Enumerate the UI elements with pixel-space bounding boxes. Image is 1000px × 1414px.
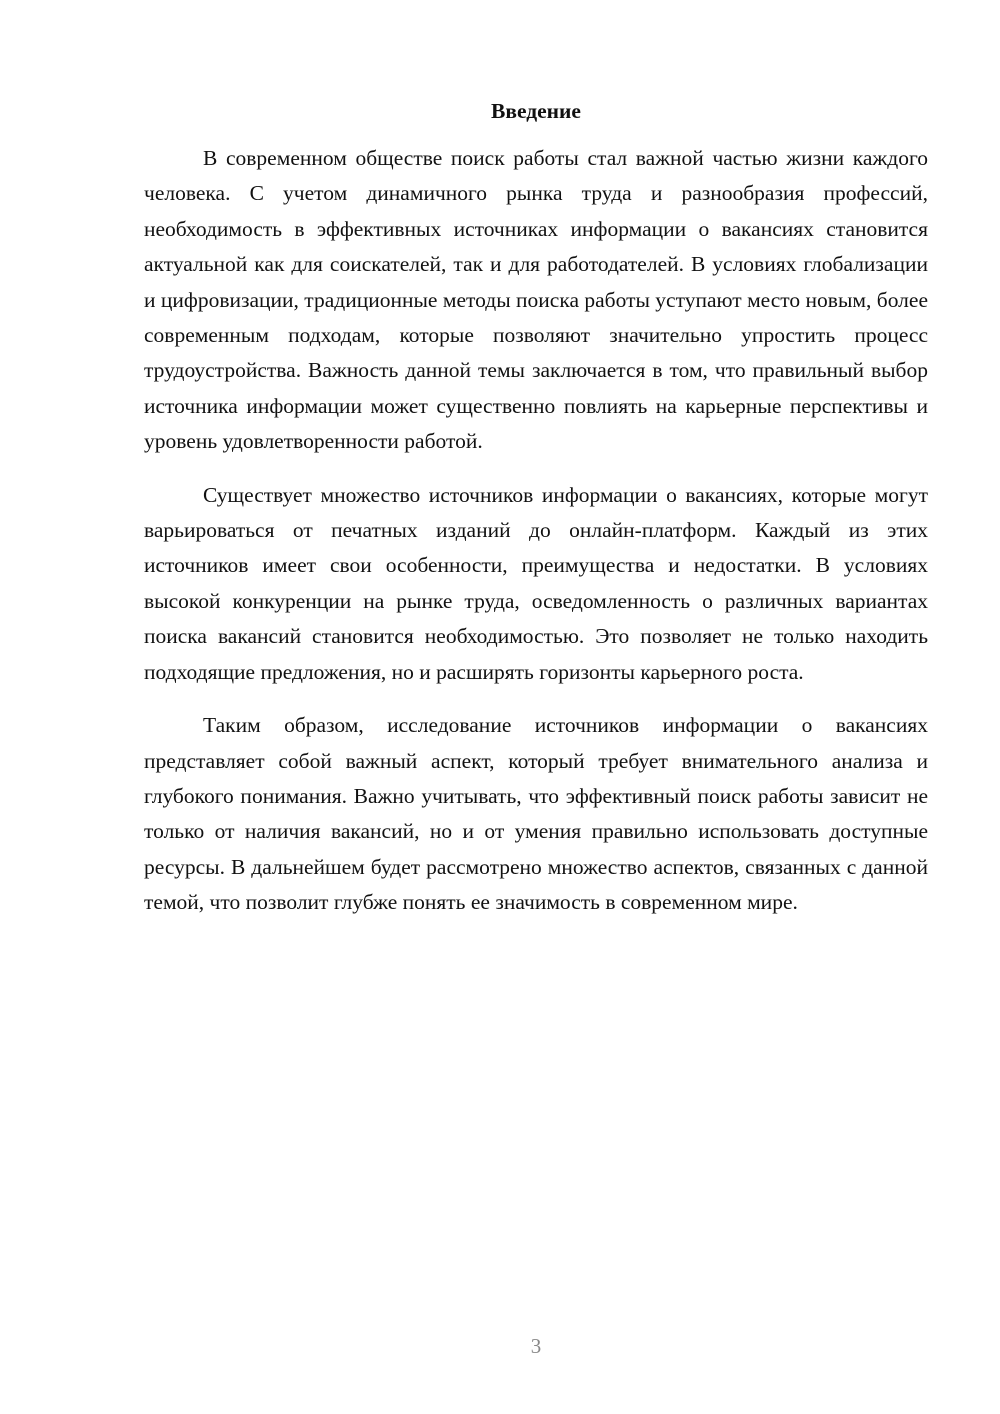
page-content [144,94,928,939]
page-number: 3 [530,1334,542,1358]
paragraph-1: В современном обществе поиск работы стал важной частью жизни каждого человека. С учетом динамичного рынка труда и разнообразия профессий, необходимость в эффективных источниках информации о вакансиях становится актуальной как для соискателей, так и для работодателей. В условиях глобализации и цифровизации, традиционные методы поиска работы уступают место новым, более современным подходам, которые позволяют значительно упростить процесс трудоустройства. Важность данной темы заключается в том, что правильный выбор источника информации может существенно повлиять на карьерные перспективы и уровень удовлетворенности работой. [144,146,928,454]
paragraph-3: Таким образом, исследование источников информации о вакансиях представляет собой важный аспект, который требует внимательного анализа и глубокого понимания. Важно учитывать, что эффективный поиск работы зависит не только от наличия вакансий, но и от умения правильно использовать доступные ресурсы. В дальнейшем будет рассмотрено множество аспектов, связанных с данной темой, что позволит глубже понять ее значимость в современном мире. [144,713,928,915]
paragraph-2: Существует множество источников информации о вакансиях, которые могут варьироваться от печатных изданий до онлайн-платформ. Каждый из этих источников имеет свои особенности, преимущества и недостатки. В условиях высокой конкуренции на рынке труда, осведомленность о различных вариантах поиска вакансий становится необходимостью. Это позволяет не только находить подходящие предложения, но и расширять горизонты карьерного роста. [144,482,928,684]
section-heading: Введение [491,99,581,123]
